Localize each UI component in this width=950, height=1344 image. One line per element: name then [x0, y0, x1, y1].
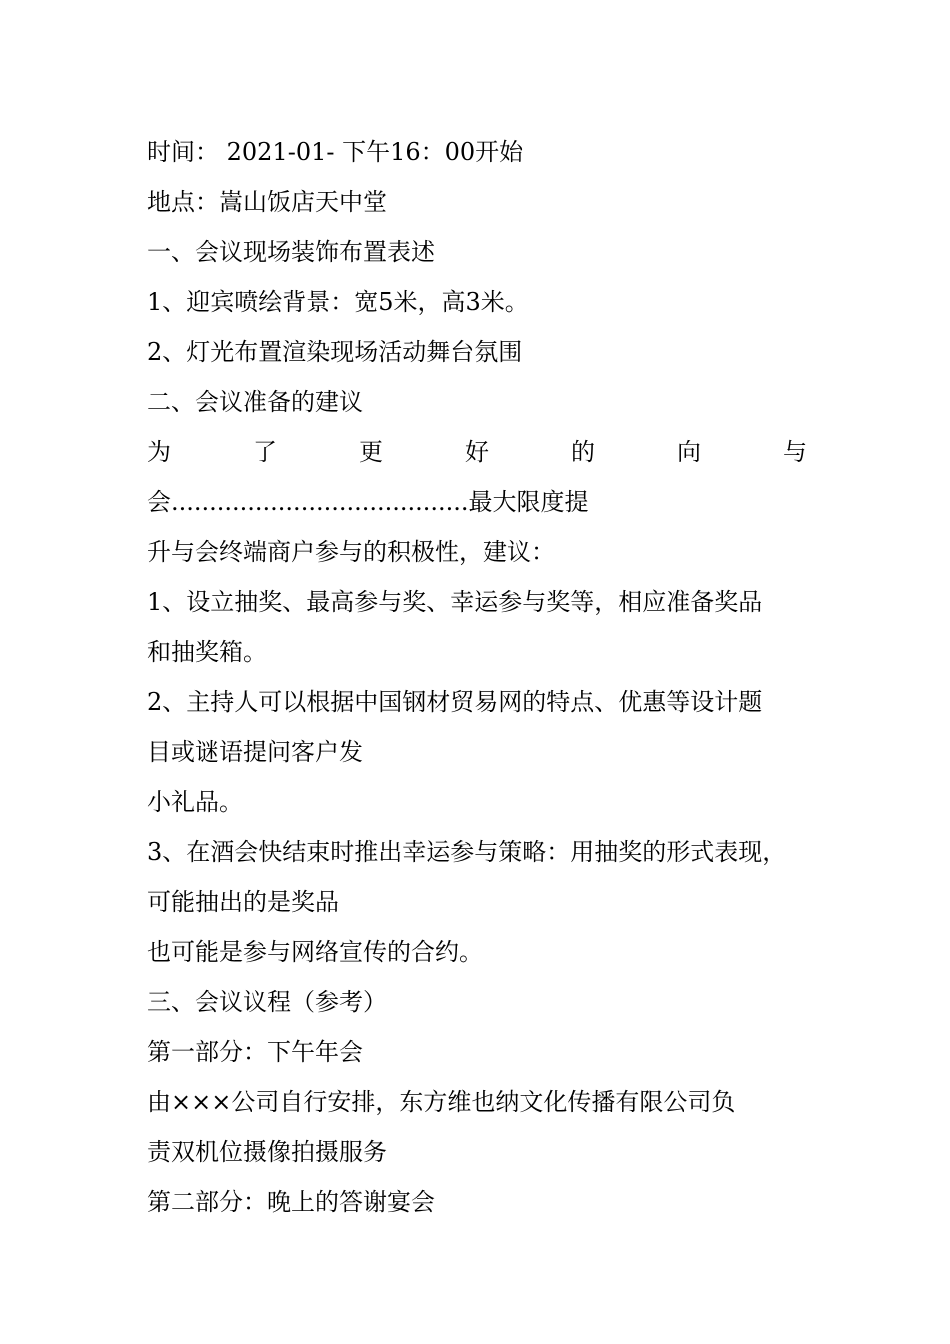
decoration-item-2: 2、灯光布置渲染现场活动舞台氛围 [147, 338, 523, 366]
paragraph-line: 升与会终端商户参与的积极性，建议： [147, 538, 555, 566]
spread-char: 好 [465, 438, 489, 466]
paragraph-line: 也可能是参与网络宣传的合约。 [147, 938, 483, 966]
section-heading-decoration: 一、会议现场装饰布置表述 [147, 238, 435, 266]
paragraph-line: 和抽奖箱。 [147, 638, 267, 666]
dotted-line: 会.......................................最大限度提 [147, 488, 589, 516]
suggestion-item-2: 2、主持人可以根据中国钢材贸易网的特点、优惠等设计题 [147, 688, 763, 716]
spread-char: 为 [147, 438, 171, 466]
meeting-location: 地点：嵩山饭店天中堂 [147, 188, 387, 216]
paragraph-line: 目或谜语提问客户发 [147, 738, 363, 766]
section-heading-preparation: 二、会议准备的建议 [147, 388, 363, 416]
meeting-time: 时间： 2021-01- 下午16：00开始 [147, 138, 524, 166]
spread-char: 更 [359, 438, 383, 466]
paragraph-line: 由×××公司自行安排，东方维也纳文化传播有限公司负 [147, 1088, 736, 1116]
decoration-item-1: 1、迎宾喷绘背景：宽5米，高3米。 [147, 288, 529, 316]
suggestion-item-1: 1、设立抽奖、最高参与奖、幸运参与奖等，相应准备奖品 [147, 588, 763, 616]
spread-char: 向 [677, 438, 701, 466]
spread-char: 与 [783, 438, 807, 466]
agenda-part-2: 第二部分：晚上的答谢宴会 [147, 1188, 435, 1216]
suggestion-item-3: 3、在酒会快结束时推出幸运参与策略：用抽奖的形式表现， [147, 838, 787, 866]
spread-char: 了 [253, 438, 277, 466]
spread-char: 的 [571, 438, 595, 466]
paragraph-line: 小礼品。 [147, 788, 243, 816]
section-heading-agenda: 三、会议议程（参考） [147, 988, 387, 1016]
agenda-part-1: 第一部分：下午年会 [147, 1038, 363, 1066]
paragraph-line: 责双机位摄像拍摄服务 [147, 1138, 387, 1166]
paragraph-line: 可能抽出的是奖品 [147, 888, 339, 916]
justified-line [147, 432, 807, 472]
